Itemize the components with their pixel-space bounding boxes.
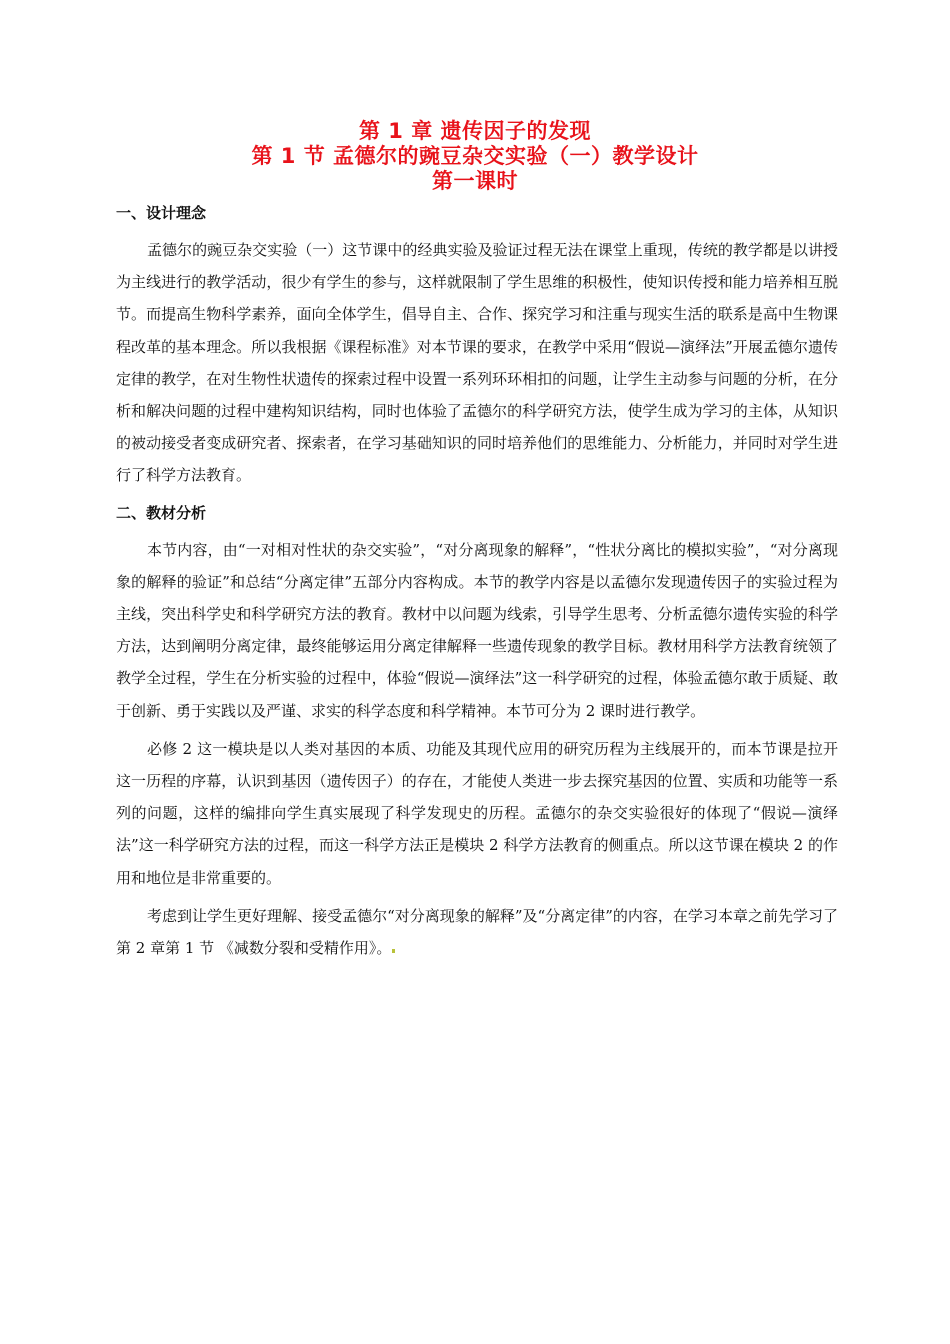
material-analysis-paragraph-1: 本节内容，由“一对相对性状的杂交实验”，“对分离现象的解释”，“性状分离比的模拟实验”，“对分离现象的解释的验证”和总结“分离定律”五部分内容构成。本节的教学内容是以孟德尔发现遗传因子的实验过程为主线，突出科学史和科学研究方法的教育。教材中以问题为线索，引导学生思考、分析孟德尔遗传实验的科学方法，达到阐明分离定律，最终能够运用分离定律解释一些遗传现象的教学目标。教材用科学方法教育统领了教学全过程，学生在分析实验的过程中，体验“假说—演绎法”这一科学研究的过程，体验孟德尔敢于质疑、敢于创新、勇于实践以及严谨、求实的科学态度和科学精神。本节可分为 2 课时进行教学。 [116, 540, 838, 720]
lesson-title: 第一课时 [432, 169, 518, 193]
design-concept-heading: 一、设计理念 [116, 204, 207, 222]
material-analysis-paragraph-3 [116, 900, 838, 964]
highlight-mark [392, 949, 395, 953]
material-analysis-paragraph-2: 必修 2 这一模块是以人类对基因的本质、功能及其现代应用的研究历程为主线展开的，而本节课是拉开这一历程的序幕，认识到基因（遗传因子）的存在，才能使人类进一步去探究基因的位置、实质和功能等一系列的问题，这样的编排向学生真实展现了科学发现史的历程。孟德尔的杂交实验很好的体现了“假说—演绎法”这一科学研究方法的过程，而这一科学方法正是模块 2 科学方法教育的侧重点。所以这节课在模块 2 的作用和地位是非常重要的。 [116, 739, 838, 887]
material-analysis-paragraph-3-text: 考虑到让学生更好理解、接受孟德尔“对分离现象的解释”及“分离定律”的内容，在学习本章之前先学习了第 2 章第 1 节 《减数分裂和受精作用》。 [116, 906, 838, 958]
chapter-title: 第 1 章 遗传因子的发现 [358, 119, 592, 143]
document-body [116, 200, 838, 964]
design-concept-paragraph: 孟德尔的豌豆杂交实验（一）这节课中的经典实验及验证过程无法在课堂上重现，传统的教学都是以讲授为主线进行的教学活动，很少有学生的参与，这样就限制了学生思维的积极性，使知识传授和能力培养相互脱节。而提高生物科学素养，面向全体学生，倡导自主、合作、探究学习和注重与现实生活的联系是高中生物课程改革的基本理念。所以我根据《课程标准》对本节课的要求，在教学中采用“假说—演绎法”开展孟德尔遗传定律的教学，在对生物性状遗传的探索过程中设置一系列环环相扣的问题，让学生主动参与问题的分析，在分析和解决问题的过程中建构知识结构，同时也体验了孟德尔的科学研究方法，使学生成为学习的主体，从知识的被动接受者变成研究者、探索者，在学习基础知识的同时培养他们的思维能力、分析能力，并同时对学生进行了科学方法教育。 [116, 241, 838, 485]
material-analysis-heading: 二、教材分析 [116, 503, 207, 522]
title-block [0, 119, 950, 194]
section-title: 第 1 节 孟德尔的豌豆杂交实验（一）教学设计 [251, 144, 699, 168]
